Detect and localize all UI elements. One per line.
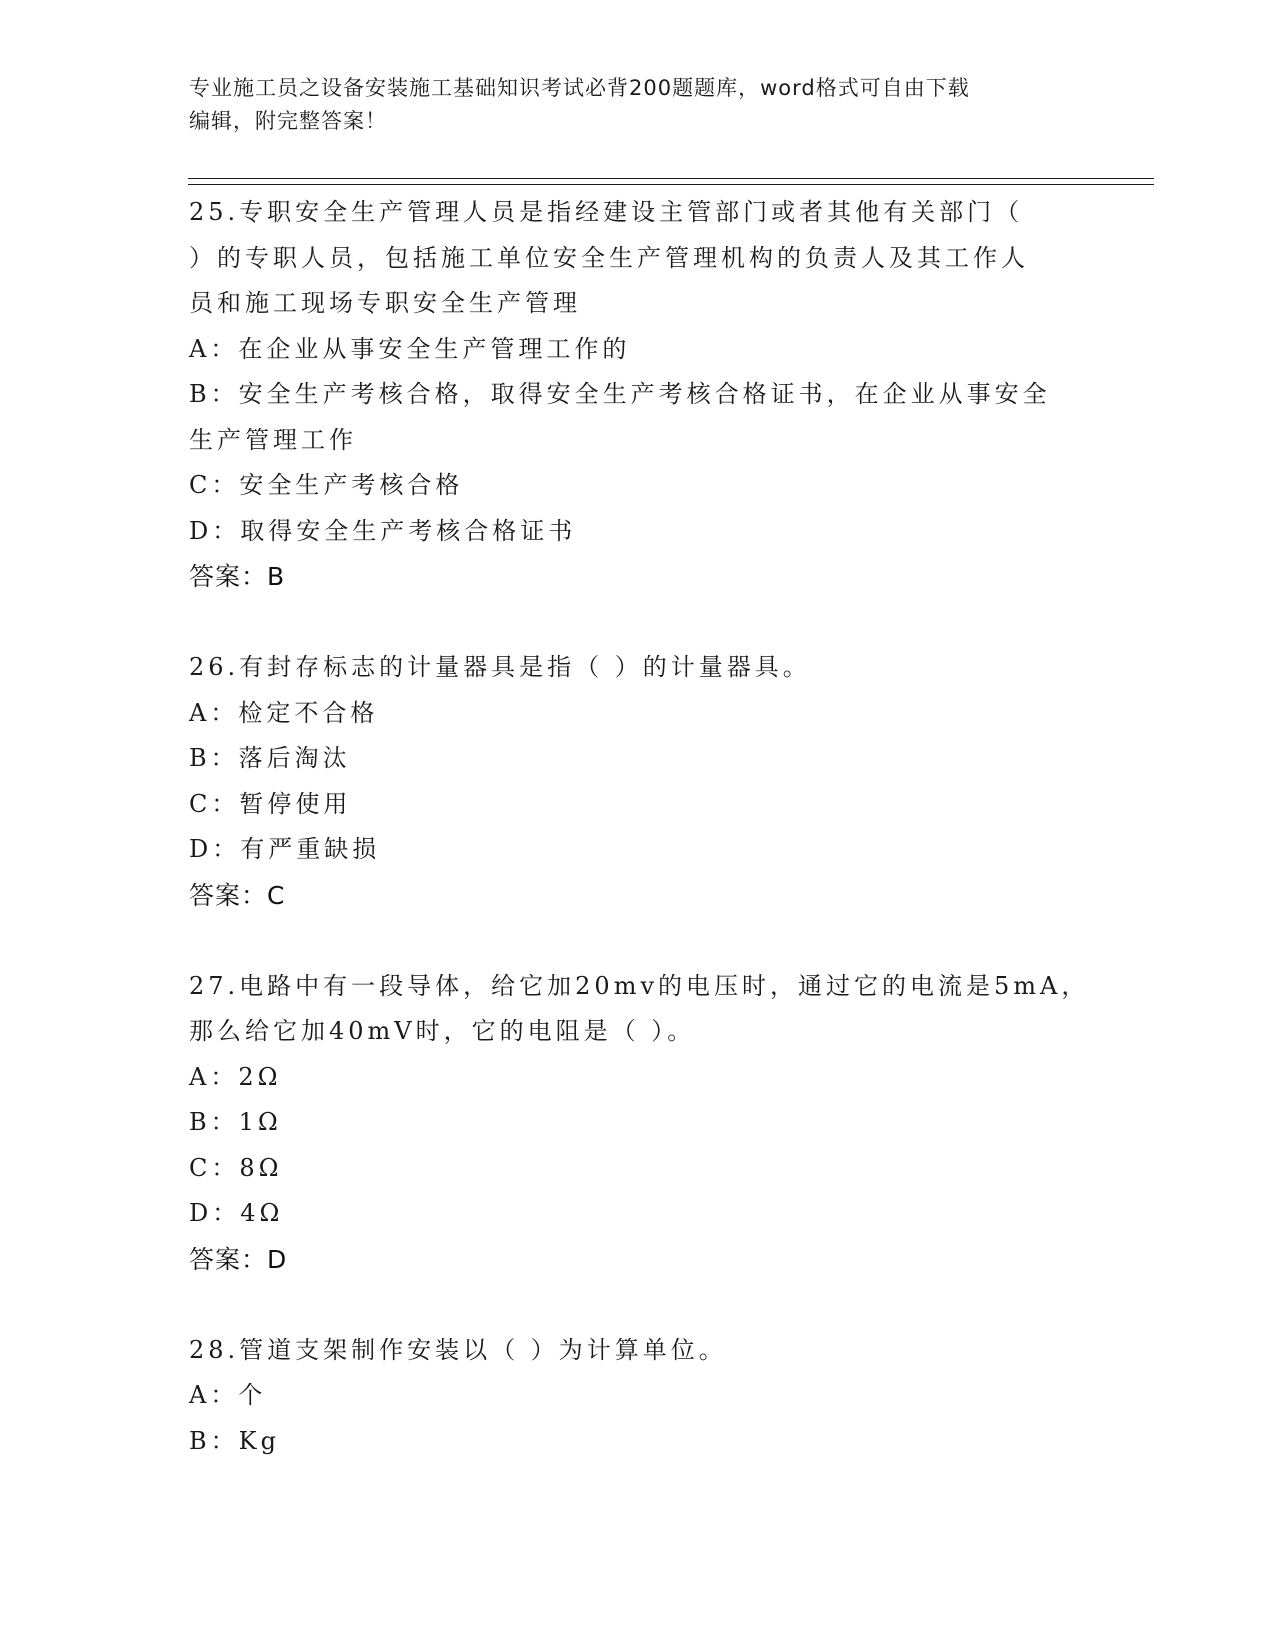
question-block — [189, 190, 1089, 645]
question-block — [189, 1328, 1089, 1465]
header-line-2: 编辑，附完整答案！ — [189, 109, 387, 133]
question-block — [189, 964, 1089, 1328]
option-line: 生产管理工作 — [189, 425, 357, 454]
question-block — [189, 645, 1089, 964]
question-stem-line: 员和施工现场专职安全生产管理 — [189, 289, 581, 317]
option-line: A：检定不合格 — [189, 698, 379, 727]
question-list — [189, 190, 1089, 1464]
option-line: C：8Ω — [189, 1153, 283, 1182]
option-line: D：有严重缺损 — [189, 835, 381, 863]
option-line: C：暂停使用 — [189, 789, 352, 818]
option-line: B：安全生产考核合格，取得安全生产考核合格证书，在企业从事安全 — [189, 380, 1051, 408]
question-stem-line: 27.电路中有一段导体，给它加20mv的电压时，通过它的电流是5mA， — [189, 971, 1090, 1000]
header-divider-bottom — [188, 184, 1154, 185]
question-stem-line: ）的专职人员，包括施工单位安全生产管理机构的负责人及其工作人 — [189, 243, 1029, 272]
option-line: D：4Ω — [189, 1199, 284, 1227]
option-line: B：Kg — [189, 1426, 280, 1455]
question-spacer — [189, 600, 1089, 646]
option-line: A：个 — [189, 1381, 267, 1409]
option-line: A：2Ω — [189, 1062, 282, 1091]
question-spacer — [189, 918, 1089, 964]
answer-line: 答案：B — [189, 562, 286, 591]
question-stem-line: 26.有封存标志的计量器具是指（ ）的计量器具。 — [189, 653, 811, 681]
option-line: C：安全生产考核合格 — [189, 471, 464, 499]
option-line: A：在企业从事安全生产管理工作的 — [189, 334, 631, 363]
question-stem-line: 25.专职安全生产管理人员是指经建设主管部门或者其他有关部门（ — [189, 198, 1024, 226]
answer-line: 答案：D — [189, 1244, 288, 1274]
question-stem-line: 28.管道支架制作安装以（ ）为计算单位。 — [189, 1335, 727, 1364]
question-stem-line: 那么给它加40mV时，它的电阻是（ ）。 — [189, 1017, 696, 1045]
option-line: B：1Ω — [189, 1108, 282, 1136]
document-header — [189, 72, 1089, 138]
header-line-1: 专业施工员之设备安装施工基础知识考试必背200题题库，word格式可自由下载 — [189, 76, 970, 100]
header-divider-top — [188, 178, 1154, 179]
option-line: D：取得安全生产考核合格证书 — [189, 516, 577, 545]
answer-line: 答案：C — [189, 880, 286, 910]
option-line: B：落后淘汰 — [189, 744, 351, 772]
question-spacer — [189, 1282, 1089, 1328]
